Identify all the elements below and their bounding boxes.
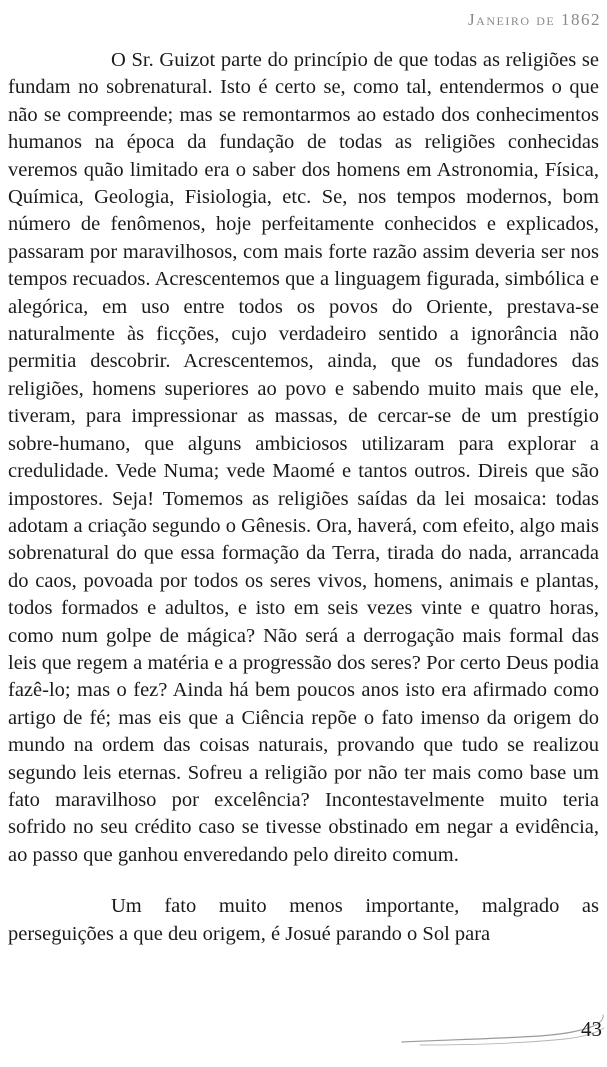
paragraph-2: Um fato muito menos importante, malgrado as perseguições a que deu origem, é Josué parando o Sol para [8,895,599,945]
paragraph-1: O Sr. Guizot parte do princípio de que todas as religiões se fundam no sobrenatural. Isto é certo se, como tal, entendermos o que não se compreende; mas se remontarmos ao estado dos conhecimentos humanos na época da fundação de todas as religiões conhecidas veremos quão limitado era o saber dos homens em Astronomia, Física, Química, Geologia, Fisiologia, etc. Se, nos tempos modernos, bom número de fenômenos, hoje perfeitamente conhecidos e explicados, passaram por maravilhosos, com mais forte razão assim deveria ser nos tempos recuados. Acrescentemos que a linguagem figurada, simbólica e alegórica, em uso entre todos os povos do Oriente, prestava-se naturalmente às ficções, cujo verdadeiro sentido a ignorância não permitia descobrir. Acrescentemos, ainda, que os fundadores das religiões, homens superiores ao povo e sabendo muito mais que ele, tiveram, para impressionar as massas, de cercar-se de um prestígio sobre-humano, que alguns ambiciosos utilizaram para explorar a credulidade. Vede Numa; vede Maomé e tantos outros. Direis que são impostores. Seja! Tomemos as religiões saídas da lei mosaica: todas adotam a criação segundo o Gênesis. Ora, haverá, com efeito, algo mais sobrenatural do que essa formação da Terra, tirada do nada, arrancada do caos, povoada por todos os seres vivos, homens, animais e plantas, todos formados e adultos, e isto em seis vezes vinte e quatro horas, como num golpe de mágica? Não será a derrogação mais formal das leis que regem a matéria e a progressão dos seres? Por certo Deus podia fazê-lo; mas o fez? Ainda há bem poucos anos isto era afirmado como artigo de fé; mas eis que a Ciência repõe o fato imenso da origem do mundo na ordem das coisas naturais, provando que tudo se realizou segundo leis eternas. Sofreu a religião por não ter mais como base um fato maravilhoso por excelência? Incontestavelmente muito teria sofrido no seu crédito caso se tivesse obstinado em negar a evidência, ao passo que ganhou enveredando pelo direito comum. [8,49,599,866]
running-header: Janeiro de 1862 [468,10,601,29]
calligraphic-flourish-icon [400,1012,607,1052]
body-text [8,47,599,948]
page-number: 43 [581,1017,602,1041]
